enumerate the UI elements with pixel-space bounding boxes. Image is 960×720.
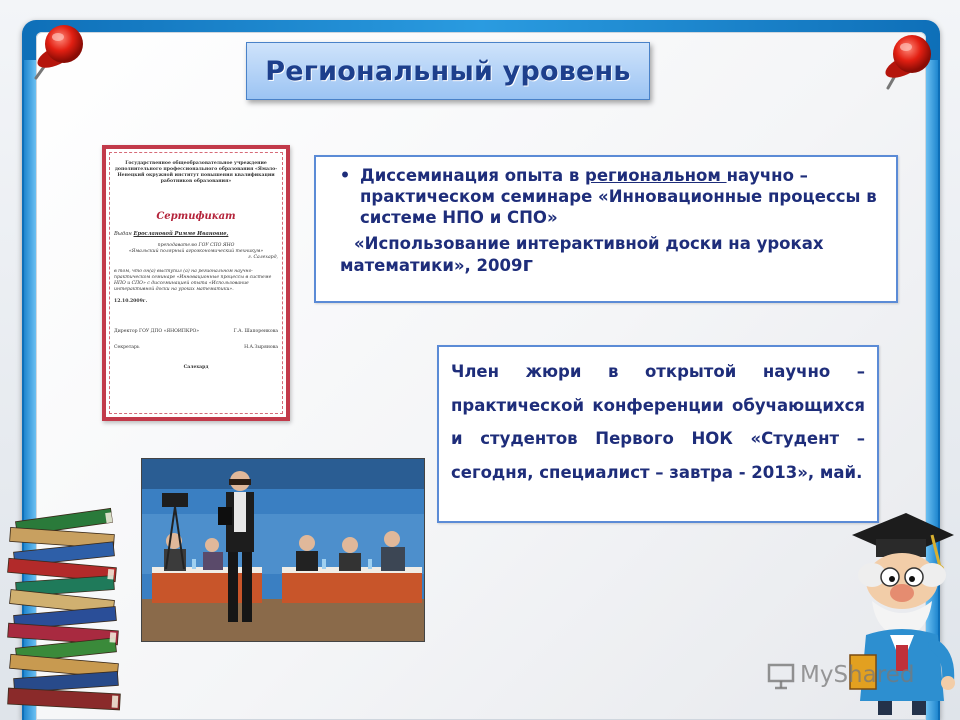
- certificate-city: Салехард: [183, 365, 209, 370]
- bullet-text-part2: научно – практическом семинаре «Инновационные процессы в системе НПО и СПО»: [360, 166, 877, 227]
- certificate-institution: «Ямальский полярный агроэкономический техникум»: [128, 249, 264, 254]
- certificate-issued-prefix: Выдан: [114, 231, 132, 237]
- certificate-issued-name: Ерослановой Римме Ивановне,: [133, 231, 229, 237]
- certificate-image: [102, 145, 290, 421]
- topic-text: «Использование интерактивной доски на уроках математики», 2009: [340, 234, 824, 275]
- jury-text: Член жюри в открытой научно – практической конференции обучающихся и студентов Первого НОК «Студент – сегодня, специалист – завтра - 2013», май.: [451, 362, 865, 482]
- certificate-title: Сертификат: [156, 211, 236, 222]
- certificate-date: 12.10.2009г.: [114, 299, 148, 304]
- certificate-secretary-label: Секретарь: [114, 345, 140, 350]
- topic-year-suffix: г: [522, 252, 533, 276]
- jury-text-box: [437, 345, 879, 523]
- dissemination-text-box: [314, 155, 898, 303]
- bullet-text-underlined: региональном: [585, 166, 727, 185]
- topic-line: [330, 233, 878, 276]
- title-banner: [246, 42, 650, 100]
- push-pin-icon: [878, 28, 942, 92]
- bullet-marker: •: [339, 166, 351, 185]
- bullet-text: [360, 165, 878, 228]
- certificate-city-line: г. Салехард,: [248, 255, 278, 260]
- watermark: [766, 660, 914, 690]
- certificate-director-label: Директор ГОУ ДПО «ЯНОИПКРО»: [114, 329, 200, 334]
- conference-photo: [141, 458, 425, 642]
- certificate-secretary-name: Н.А.Зыряновa: [244, 345, 278, 350]
- certificate-director-name: Г.А. Шапоренкова: [233, 329, 278, 334]
- slide-title: Региональный уровень: [265, 55, 631, 87]
- certificate-header: Государственное общеобразовательное учреждение дополнительного профессионального образования «Ямало-Ненецкий окружной институт повышения квалификации работников образования»: [114, 161, 278, 184]
- push-pin-icon: [28, 20, 92, 84]
- certificate-body: в том, что он(а) выступил (а) на региональном научно-практическом семинаре «Инновационные процессы в системе НПО и СПО» с диссеминацией опыта «Использование интерактивной доски на уроках математики».: [114, 269, 272, 292]
- certificate-role: преподавателю ГОУ СПО ЯНО: [157, 243, 235, 248]
- presentation-board-icon: [766, 660, 796, 690]
- bullet-item: [330, 165, 878, 228]
- certificate-inner-border: [109, 152, 283, 414]
- book-stack-icon: [6, 495, 136, 720]
- bullet-text-part1: Диссеминация опыта в: [360, 166, 586, 185]
- watermark-text: MyShared: [800, 662, 915, 688]
